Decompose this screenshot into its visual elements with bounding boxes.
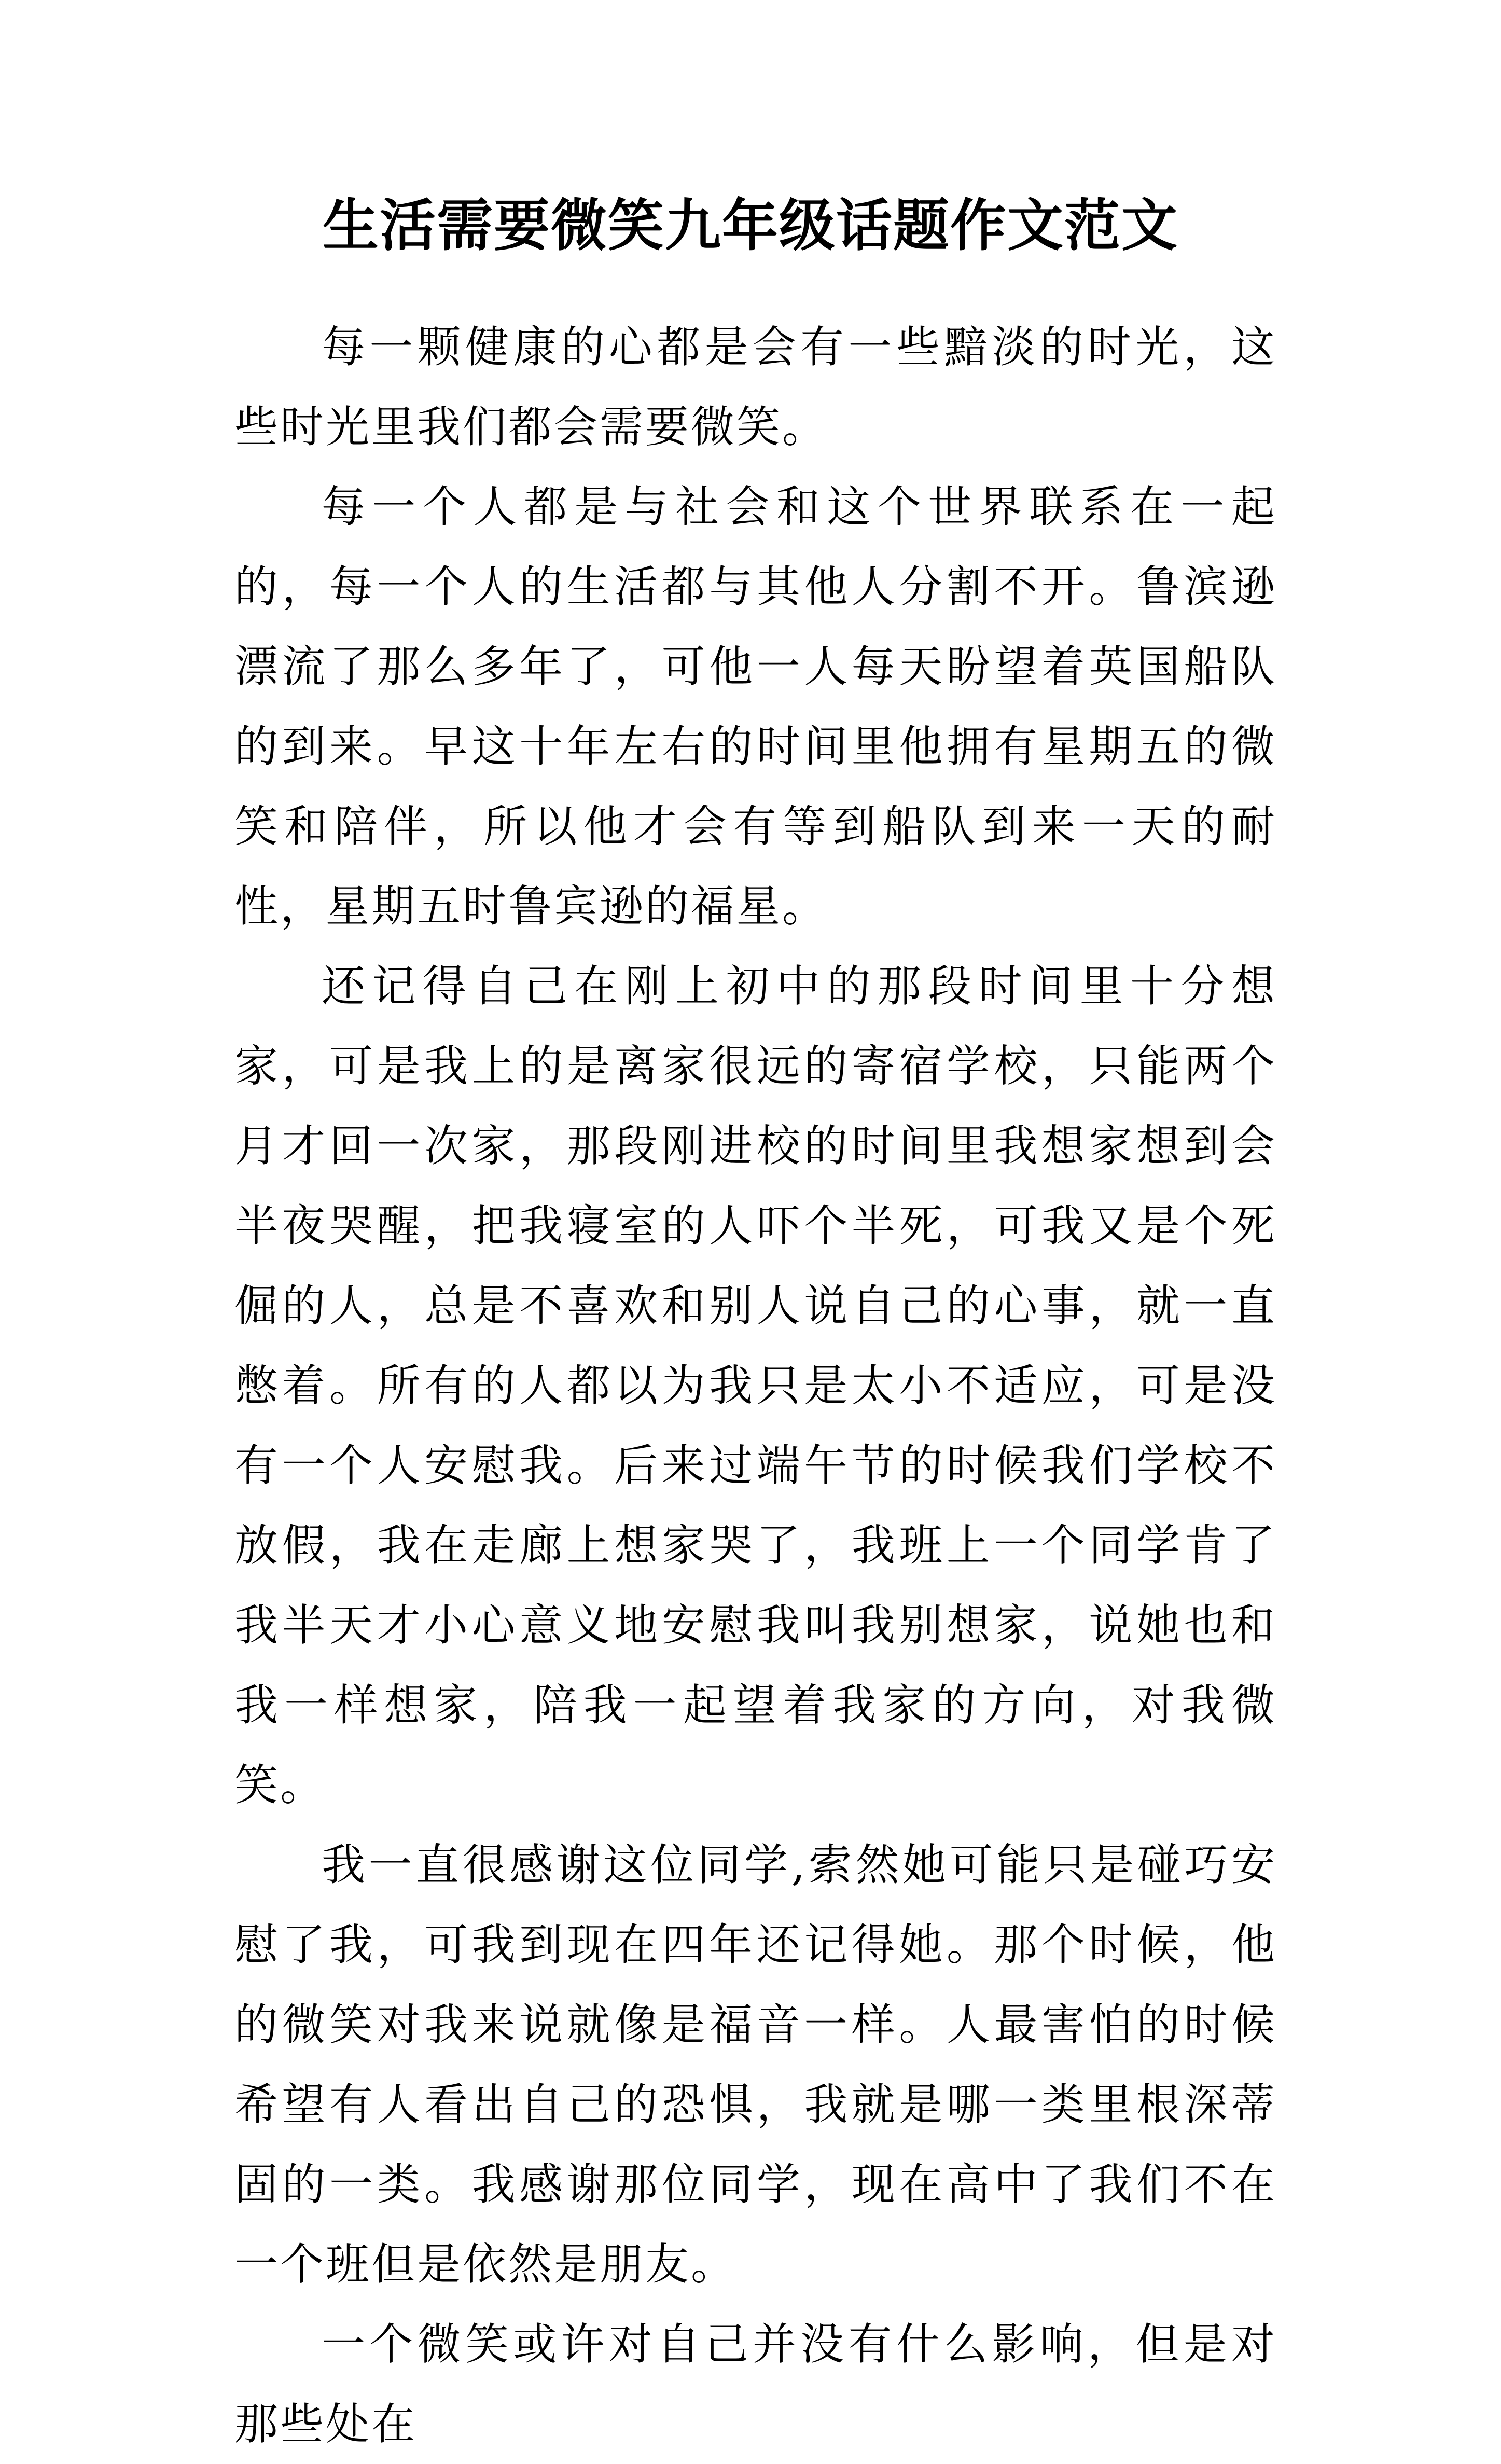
paragraph: 还记得自己在刚上初中的那段时间里十分想家，可是我上的是离家很远的寄宿学校，只能两个月才回一次家，那段刚进校的时间里我想家想到会半夜哭醒，把我寝室的人吓个半死，可我又是个死倔的人，总是不喜欢和别人说自己的心事，就一直憋着。所有的人都以为我只是太小不适应，可是没有一个人安慰我。后来过端午节的时候我们学校不放假，我在走廊上想家哭了，我班上一个同学肯了我半天才小心意义地安慰我叫我别想家，说她也和我一样想家，陪我一起望着我家的方向，对我微笑。: [234, 961, 1277, 1810]
paragraph: 我一直很感谢这位同学,索然她可能只是碰巧安慰了我，可我到现在四年还记得她。那个时候，他的微笑对我来说就像是福音一样。人最害怕的时候希望有人看出自己的恐惧，我就是哪一类里根深蒂固的一类。我感谢那位同学，现在高中了我们不在一个班但是依然是朋友。: [234, 1839, 1277, 2290]
paragraph: 每一颗健康的心都是会有一些黯淡的时光，这些时光里我们都会需要微笑。: [234, 322, 1277, 452]
paragraph: 每一个人都是与社会和这个世界联系在一起的，每一个人的生活都与其他人分割不开。鲁滨逊漂流了那么多年了，可他一人每天盼望着英国船队的到来。早这十年左右的时间里他拥有星期五的微笑和陪伴，所以他才会有等到船队到来一天的耐性，星期五时鲁宾逊的福星。: [234, 481, 1277, 932]
paragraph: 一个微笑或许对自己并没有什么影响，但是对那些处在: [234, 2319, 1277, 2449]
document-body: [234, 307, 1277, 2464]
document-title: 生活需要微笑九年级话题作文范文: [322, 193, 1178, 258]
